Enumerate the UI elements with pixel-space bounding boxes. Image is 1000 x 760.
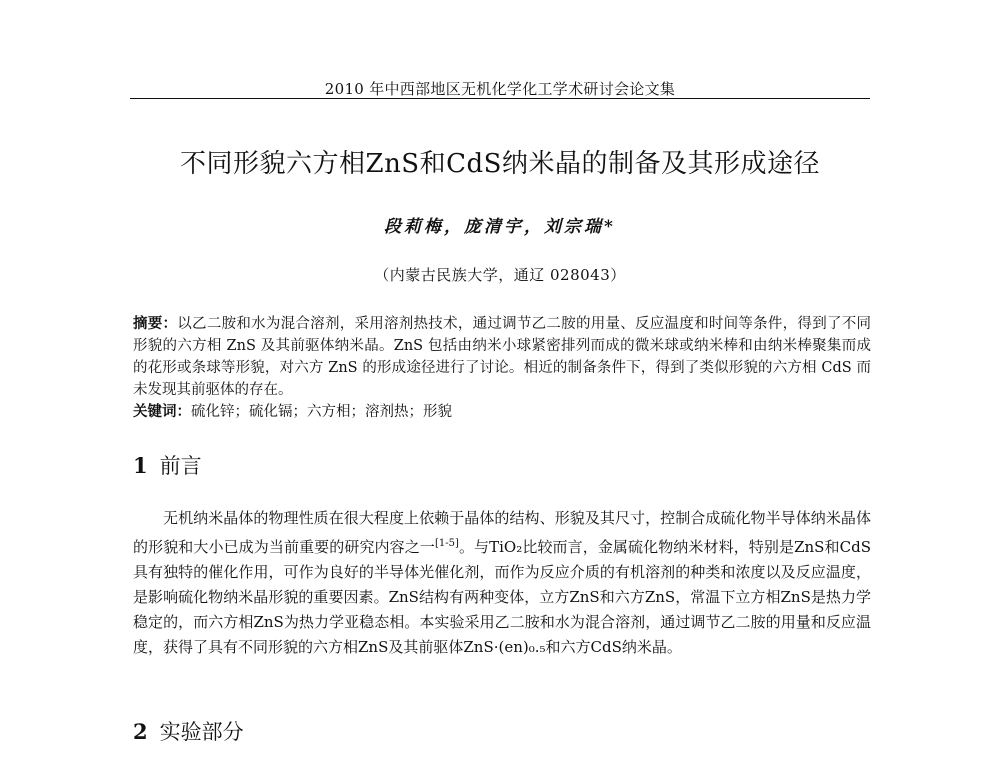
intro-text-part2: 。与TiO₂比较而言，金属硫化物纳米材料，特别是ZnS和CdS具有独特的催化作用，可作为良好的半导体光催化剂，而作为反应介质的有机溶剂的种类和浓度以及反应温度，是影响硫化物纳米晶形貌的重要因素。ZnS结构有两种变体，立方ZnS和六方ZnS，常温下立方相ZnS是热力学稳定的，而六方相ZnS为热力学亚稳态相。本实验采用乙二胺和水为混合溶剂，通过调节乙二胺的用量和反应温度，获得了具有不同形貌的六方相ZnS及其前驱体ZnS·(en)₀.₅和六方CdS纳米晶。 xyxy=(133,538,871,656)
keywords-text: 硫化锌；硫化镉；六方相；溶剂热；形貌 xyxy=(191,404,452,420)
abstract-paragraph xyxy=(133,313,871,401)
abstract-block xyxy=(133,313,871,423)
section-title: 实验部分 xyxy=(159,720,244,744)
affiliation: （内蒙古民族大学，通辽 028043） xyxy=(374,266,626,284)
keywords-label: 关键词： xyxy=(133,403,191,420)
citation-ref: [1-5] xyxy=(434,538,459,549)
section-heading-intro xyxy=(133,450,202,480)
section-number: 1 xyxy=(133,453,148,478)
section-heading-experimental xyxy=(133,716,244,746)
abstract-label: 摘要： xyxy=(133,315,178,332)
abstract-text: 以乙二胺和水为混合溶剂，采用溶剂热技术，通过调节乙二胺的用量、反应温度和时间等条件，得到了不同形貌的六方相 ZnS 及其前驱体纳米晶。ZnS 包括由纳米小球紧密排列而成的微米球或纳米棒和由纳米棒聚集而成的花形或条球等形貌，对六方 ZnS 的形成途径进行了讨论。相近的制备条件下，得到了类似形貌的六方相 CdS 而未发现其前驱体的存在。 xyxy=(133,316,871,398)
section-title: 前言 xyxy=(159,454,202,478)
keywords-paragraph xyxy=(133,401,871,423)
paper-title: 不同形貌六方相ZnS和CdS纳米晶的制备及其形成途径 xyxy=(180,149,820,179)
author-list: 段莉梅，庞清宇，刘宗瑞* xyxy=(384,217,616,237)
intro-paragraph xyxy=(133,506,871,660)
intro-text-part1: 无机纳米晶体的物理性质在很大程度上依赖于晶体的结构、形貌及其尺寸，控制合成硫化物半导体纳米晶体的形貌和大小已成为当前重要的研究内容之一 xyxy=(133,509,871,556)
running-head xyxy=(130,78,870,102)
running-head-rule xyxy=(130,98,870,99)
running-head-text: 2010 年中西部地区无机化学化工学术研讨会论文集 xyxy=(324,80,676,98)
section-number: 2 xyxy=(133,719,148,744)
intro-body xyxy=(133,506,871,660)
